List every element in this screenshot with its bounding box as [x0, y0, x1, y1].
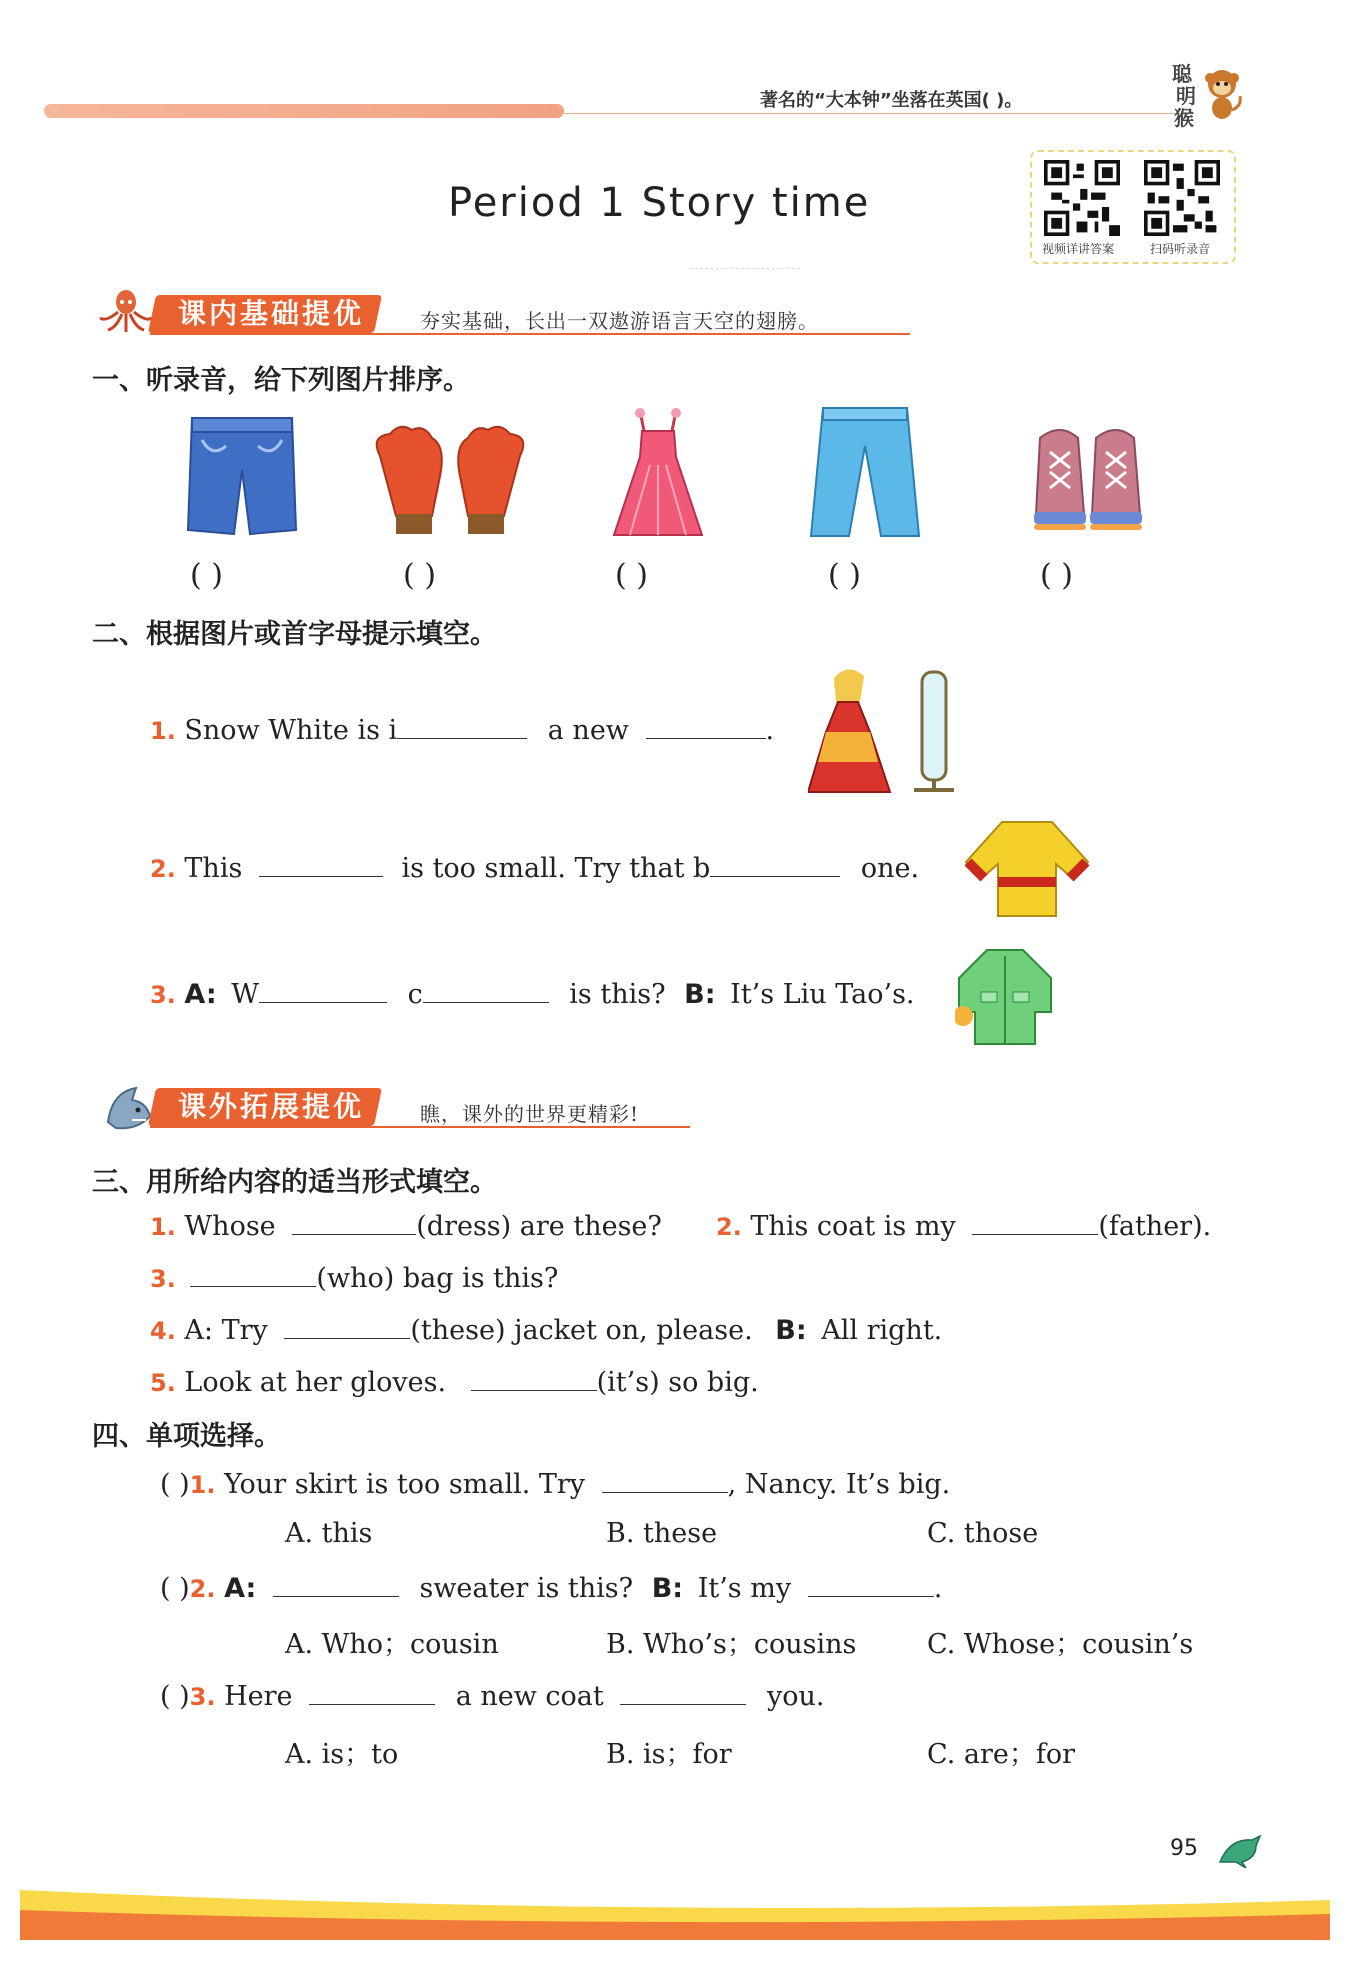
- answer-paren[interactable]: ( ): [190, 558, 223, 593]
- answer-blank[interactable]: [309, 1678, 435, 1705]
- answer-blank[interactable]: [259, 976, 387, 1003]
- answer-paren[interactable]: ( ): [1040, 558, 1073, 593]
- option-c[interactable]: C. those: [927, 1518, 1039, 1549]
- section-band-in-class: 课内基础提优: [148, 295, 382, 333]
- answer-blank[interactable]: [646, 712, 766, 739]
- section-rule: [150, 1126, 690, 1128]
- title-rule: [690, 268, 800, 270]
- option-b[interactable]: B. these: [606, 1518, 718, 1549]
- question-line: 3. A: W c is this? B: It’s Liu Tao’s.: [150, 976, 915, 1010]
- question-line: 5. Look at her gloves. (it’s) so big.: [150, 1364, 759, 1398]
- squid-icon: [96, 288, 156, 336]
- answer-blank[interactable]: [292, 1208, 416, 1235]
- option-c[interactable]: C. are；for: [927, 1739, 1075, 1770]
- question-line: 1. Whose (dress) are these?: [150, 1208, 662, 1242]
- option-b[interactable]: B. is；for: [606, 1739, 732, 1770]
- answer-blank[interactable]: [602, 1466, 728, 1493]
- answer-paren[interactable]: ( ): [160, 1681, 190, 1712]
- qr-label: 扫码听录音: [1150, 242, 1211, 256]
- gloves-icon: [360, 416, 540, 546]
- trousers-icon: [805, 402, 925, 542]
- qr-code-icon[interactable]: [1144, 160, 1220, 236]
- option-a[interactable]: A. this: [285, 1518, 373, 1549]
- option-a[interactable]: A. is；to: [285, 1739, 399, 1770]
- shark-icon: [102, 1082, 156, 1134]
- mc-question: ( )3. Here a new coat you.: [160, 1678, 824, 1712]
- page-number: 95: [1170, 1836, 1198, 1861]
- answer-paren[interactable]: ( ): [160, 1469, 190, 1500]
- answer-blank[interactable]: [423, 976, 549, 1003]
- section-band-out-class: 课外拓展提优: [148, 1088, 382, 1126]
- answer-blank[interactable]: [259, 850, 383, 877]
- section-slogan: 夯实基础，长出一双遨游语言天空的翅膀。: [420, 309, 819, 333]
- qr-panel: [1030, 150, 1236, 264]
- answer-paren[interactable]: ( ): [615, 558, 648, 593]
- part1-heading: 一、听录音，给下列图片排序。: [92, 365, 470, 396]
- header-rule: [560, 113, 1180, 114]
- jacket-icon: [955, 942, 1055, 1048]
- page-title: Period 1 Story time: [448, 180, 871, 226]
- question-line: 1. Snow White is i a new .: [150, 712, 774, 746]
- footer-band: [20, 1880, 1330, 1940]
- question-line: 2. This coat is my (father).: [716, 1208, 1211, 1242]
- dolphin-icon: [1216, 1832, 1262, 1868]
- qr-code-icon[interactable]: [1044, 160, 1120, 236]
- option-a[interactable]: A. Who；cousin: [285, 1629, 499, 1660]
- header-bar: [44, 104, 564, 118]
- brand-logo: 聪 明 猴: [1172, 58, 1242, 130]
- snow-white-mirror-icon: [808, 662, 978, 798]
- answer-blank[interactable]: [620, 1678, 746, 1705]
- monkey-icon: [1200, 66, 1244, 122]
- mc-question: ( )1. Your skirt is too small. Try , Nancy. It’s big.: [160, 1466, 950, 1500]
- part3-heading: 三、用所给内容的适当形式填空。: [92, 1167, 497, 1198]
- sweater-icon: [962, 812, 1092, 922]
- answer-paren[interactable]: ( ): [828, 558, 861, 593]
- question-line: 3. (who) bag is this?: [150, 1260, 558, 1294]
- header-trivia: 著名的“大本钟”坐落在英国( )。: [760, 90, 1023, 111]
- answer-blank[interactable]: [190, 1260, 316, 1287]
- answer-blank[interactable]: [397, 712, 527, 739]
- shoes-icon: [1030, 418, 1150, 538]
- part4-heading: 四、单项选择。: [92, 1421, 281, 1452]
- shorts-icon: [182, 410, 302, 542]
- question-line: 2. This is too small. Try that b one.: [150, 850, 919, 884]
- section-rule: [150, 333, 910, 335]
- dress-icon: [610, 405, 706, 545]
- answer-blank[interactable]: [808, 1570, 934, 1597]
- answer-blank[interactable]: [972, 1208, 1098, 1235]
- answer-paren[interactable]: ( ): [160, 1573, 190, 1604]
- qr-label: 视频详讲答案: [1042, 242, 1115, 256]
- part2-heading: 二、根据图片或首字母提示填空。: [92, 619, 497, 650]
- option-b[interactable]: B. Who’s；cousins: [606, 1629, 857, 1660]
- answer-blank[interactable]: [273, 1570, 399, 1597]
- question-line: 4. A: Try (these) jacket on, please. B: All right.: [150, 1312, 942, 1346]
- option-c[interactable]: C. Whose；cousin’s: [927, 1629, 1194, 1660]
- section-slogan: 瞧，课外的世界更精彩!: [420, 1102, 640, 1126]
- mc-question: ( )2. A: sweater is this? B: It’s my .: [160, 1570, 942, 1604]
- answer-blank[interactable]: [710, 850, 840, 877]
- answer-blank[interactable]: [471, 1364, 597, 1391]
- answer-paren[interactable]: ( ): [403, 558, 436, 593]
- answer-blank[interactable]: [284, 1312, 410, 1339]
